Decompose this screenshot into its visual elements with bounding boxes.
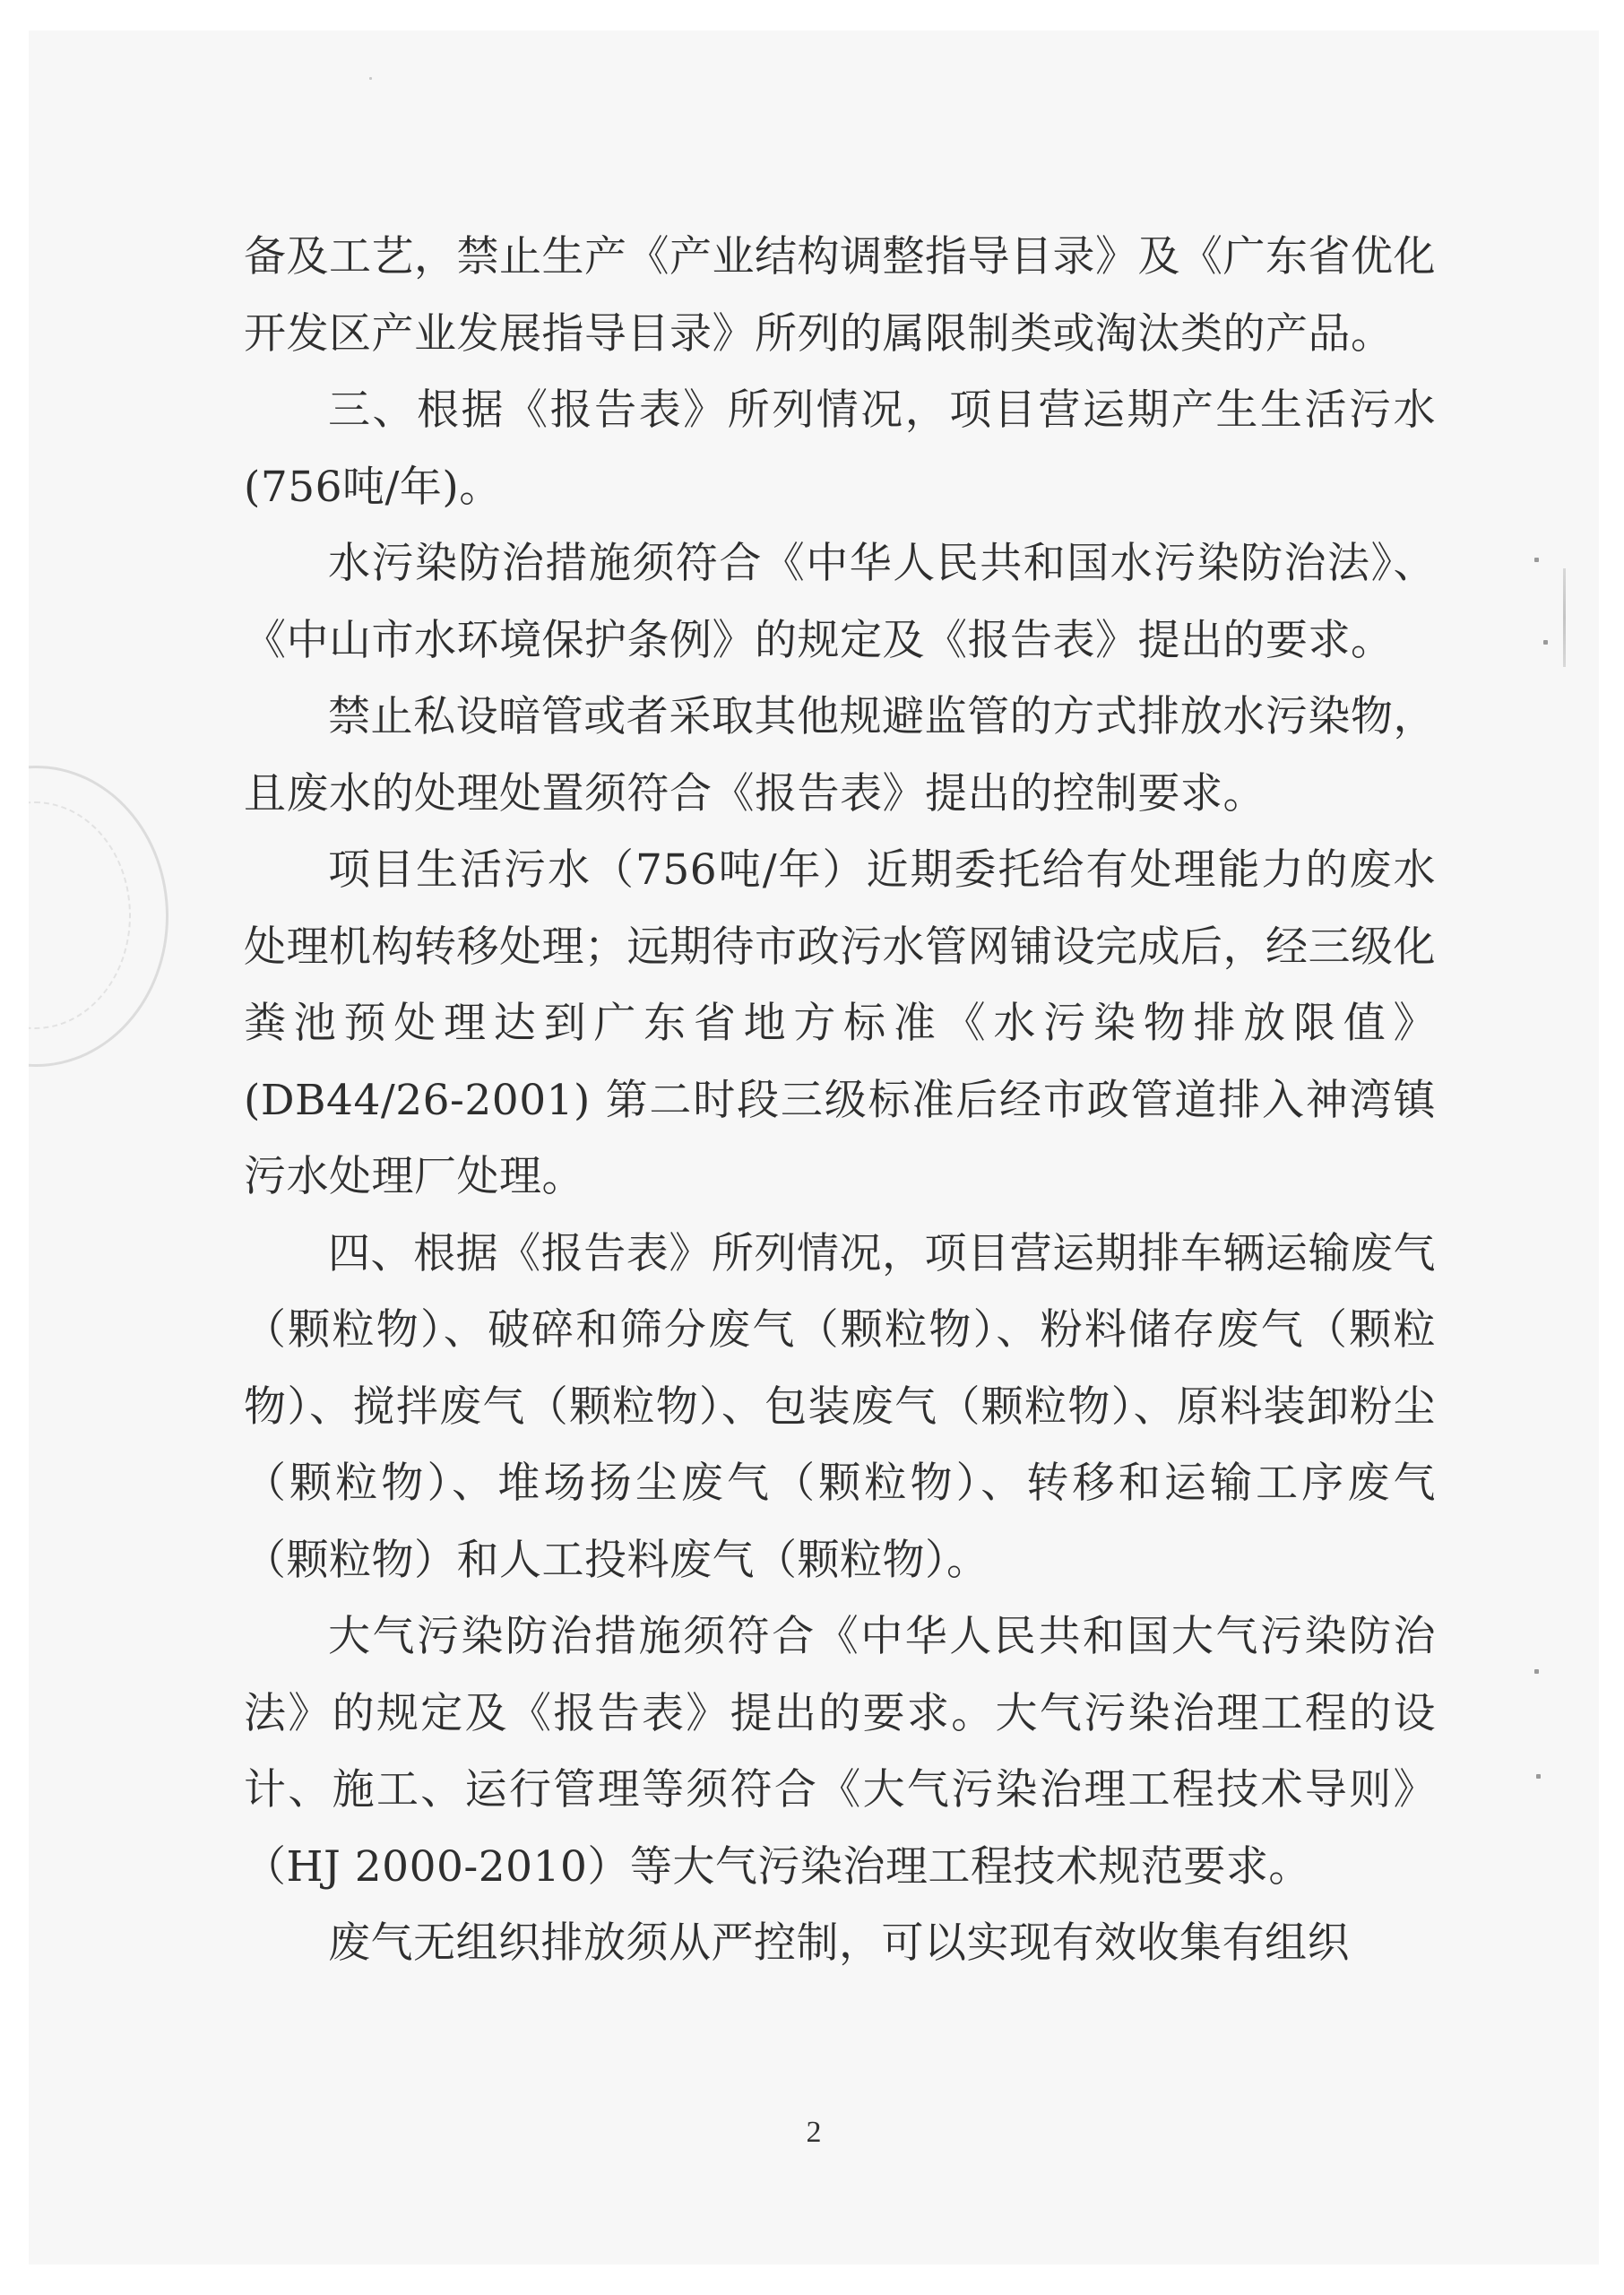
scan-speck <box>1536 1774 1541 1779</box>
scan-speck <box>1543 640 1548 645</box>
document-body <box>244 219 1436 1982</box>
scanned-page <box>29 30 1599 2265</box>
paragraph-water-law-compliance: 水污染防治措施须符合《中华人民共和国水污染防治法》、《中山市水环境保护条例》的规定及《报告表》提出的要求。 <box>244 539 1436 665</box>
paragraph-exhaust-gas-list: 四、根据《报告表》所列情况，项目营运期排车辆运输废气（颗粒物）、破碎和筛分废气（颗粒物）、粉料储存废气（颗粒物）、搅拌废气（颗粒物）、包装废气（颗粒物）、原料装卸粉尘（颗粒物）、堆场扬尘废气（颗粒物）、转移和运输工序废气（颗粒物）和人工投料废气（颗粒物）。 <box>244 1228 1436 1585</box>
scan-speck <box>1534 1669 1539 1674</box>
scan-edge-streak <box>1563 568 1566 667</box>
scan-speck <box>369 77 372 80</box>
paragraph-domestic-sewage: 三、根据《报告表》所列情况，项目营运期产生生活污水(756吨/年)。 <box>244 385 1436 512</box>
paragraph-sewage-treatment: 项目生活污水（756吨/年）近期委托给有处理能力的废水处理机构转移处理；远期待市政污水管网铺设完成后，经三级化粪池预处理达到广东省地方标准《水污染物排放限值》(DB44/26-2001) 第二时段三级标准后经市政管道排入神湾镇污水处理厂处理。 <box>244 845 1436 1201</box>
paragraph-product-restriction: 备及工艺，禁止生产《产业结构调整指导目录》及《广东省优化开发区产业发展指导目录》所列的属限制类或淘汰类的产品。 <box>244 232 1436 359</box>
scan-speck <box>1534 558 1539 562</box>
paragraph-fugitive-emission: 废气无组织排放须从严控制，可以实现有效收集有组织 <box>328 1918 1350 1968</box>
paragraph-hidden-pipe-ban: 禁止私设暗管或者采取其他规避监管的方式排放水污染物，且废水的处理处置须符合《报告表》提出的控制要求。 <box>244 692 1436 818</box>
page-number: 2 <box>806 2116 822 2149</box>
paragraph-air-law-compliance: 大气污染防治措施须符合《中华人民共和国大气污染防治法》的规定及《报告表》提出的要求。大气污染治理工程的设计、施工、运行管理等须符合《大气污染治理工程技术导则》（HJ 2000-2010）等大气污染治理工程技术规范要求。 <box>244 1612 1436 1892</box>
